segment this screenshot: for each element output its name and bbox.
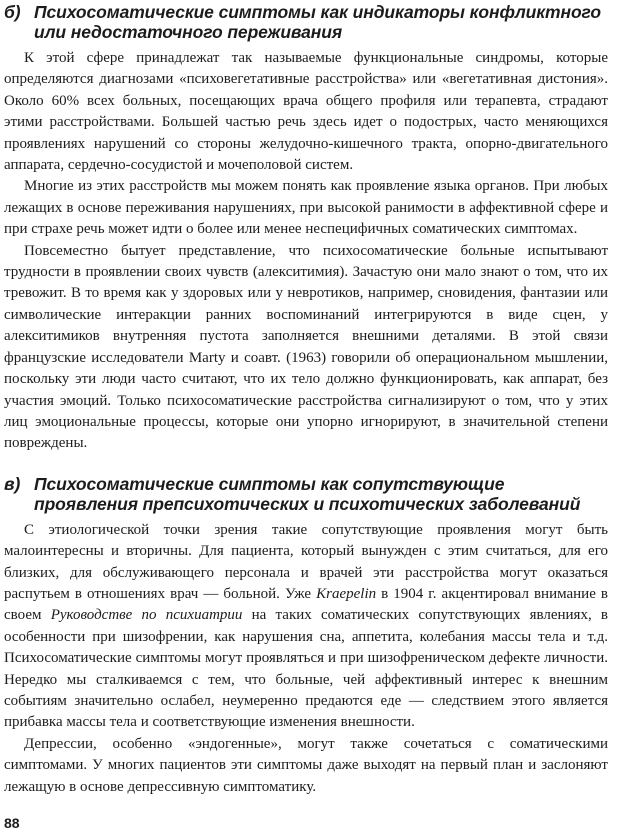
paragraph-alexithymia: Повсеместно бытует представление, что психосоматические больные испытывают трудности в проявлении своих чувств (алекситимия). Зачастую они мало знают о том, что их тревожит. В то время как у здоровых или у невротиков, например, сновидения, фантазии или символические интеракции ранних воспоминаний интегрируются в виде сцен, у алекситимиков внутренняя пустота заполняется внешними деталями. В этой связи французские исследователи Marty и соавт. (1963) говорили об операциональном мышлении, поскольку эти люди часто считают, что их тело должно функционировать, как аппарат, без участия эмоций. Только психосоматические расстройства сигнализируют о том, что у этих лиц эмоциональные процессы, которые они упорно игнорируют, в значительной степени повреждены. (4, 242, 608, 452)
paragraph-etiology-part-1: С этиологической точки зрения такие сопутствующие проявления могут быть малоинтересны и вторичны. Для пациента, который вынужден с этим считаться, для его близких, для обслуживающего персонала и врачей эти расстройства могут оказаться распутьем в отношениях врач — больной. Уже (4, 521, 608, 602)
author-kraepelin: Kraepelin (316, 585, 377, 602)
paragraph-etiology-part-3: на таких соматических сопутствующих явлениях, в особенности при шизофрении, как нарушения сна, аппетита, колебания массы тела и т.д. Психосоматические симптомы могут проявляться и при шизофреническом дефекте личности. Нередко мы сталкиваемся с тем, что больные, чей аффективный интерес к внешним событиям значительно ослабел, неумеренно предаются еде — следствием этого является прибавка массы тела и соответствующие изменения внешности. (4, 607, 608, 731)
section-marker-v: в) (4, 473, 21, 494)
section-title-b: Психосоматические симптомы как индикаторы конфликтного или недостаточного переживания (34, 2, 601, 42)
page-number: 88 (4, 815, 20, 831)
paragraph-etiology-part-2: в 1904 г. акцентировал внимание в своем (4, 585, 608, 624)
paragraph-functional-syndromes: К этой сфере принадлежат так называемые функциональные синдромы, которые определяются диагнозами «психовегетативные расстройства» или «вегетативная дистония». Около 60% всех больных, посещающих врача общего профиля или терапевта, страдают этими расстройствами. Большей частью речь здесь идет о подострых, часто меняющихся проявлениях нарушений со стороны желудочно-кишечного тракта, опорно-двигательного аппарата, сердечно-сосудистой и мочеполовой систем. (4, 50, 608, 174)
book-title: Руководстве по психиатрии (50, 607, 243, 624)
paragraph-etiology (4, 520, 608, 734)
section-marker-b: б) (4, 2, 21, 22)
section-heading-v (4, 474, 608, 514)
section-title-v: Психосоматические симптомы как сопутствующие проявления препсихотических и психотических заболеваний (34, 473, 581, 514)
section-heading-b (4, 2, 608, 42)
paragraph-organ-language: Многие из этих расстройств мы можем понять как проявление языка органов. При любых лежащих в основе переживания нарушениях, при высокой ранимости в аффективной сфере и при страхе речь может идти о более или менее неспецифичных соматических симптомах. (4, 178, 608, 238)
paragraph-depression: Депрессии, особенно «эндогенные», могут также сочетаться с соматическими симптомами. У многих пациентов эти симптомы даже выходят на первый план и заслоняют лежащую в основе депрессивную симптоматику. (4, 735, 608, 795)
